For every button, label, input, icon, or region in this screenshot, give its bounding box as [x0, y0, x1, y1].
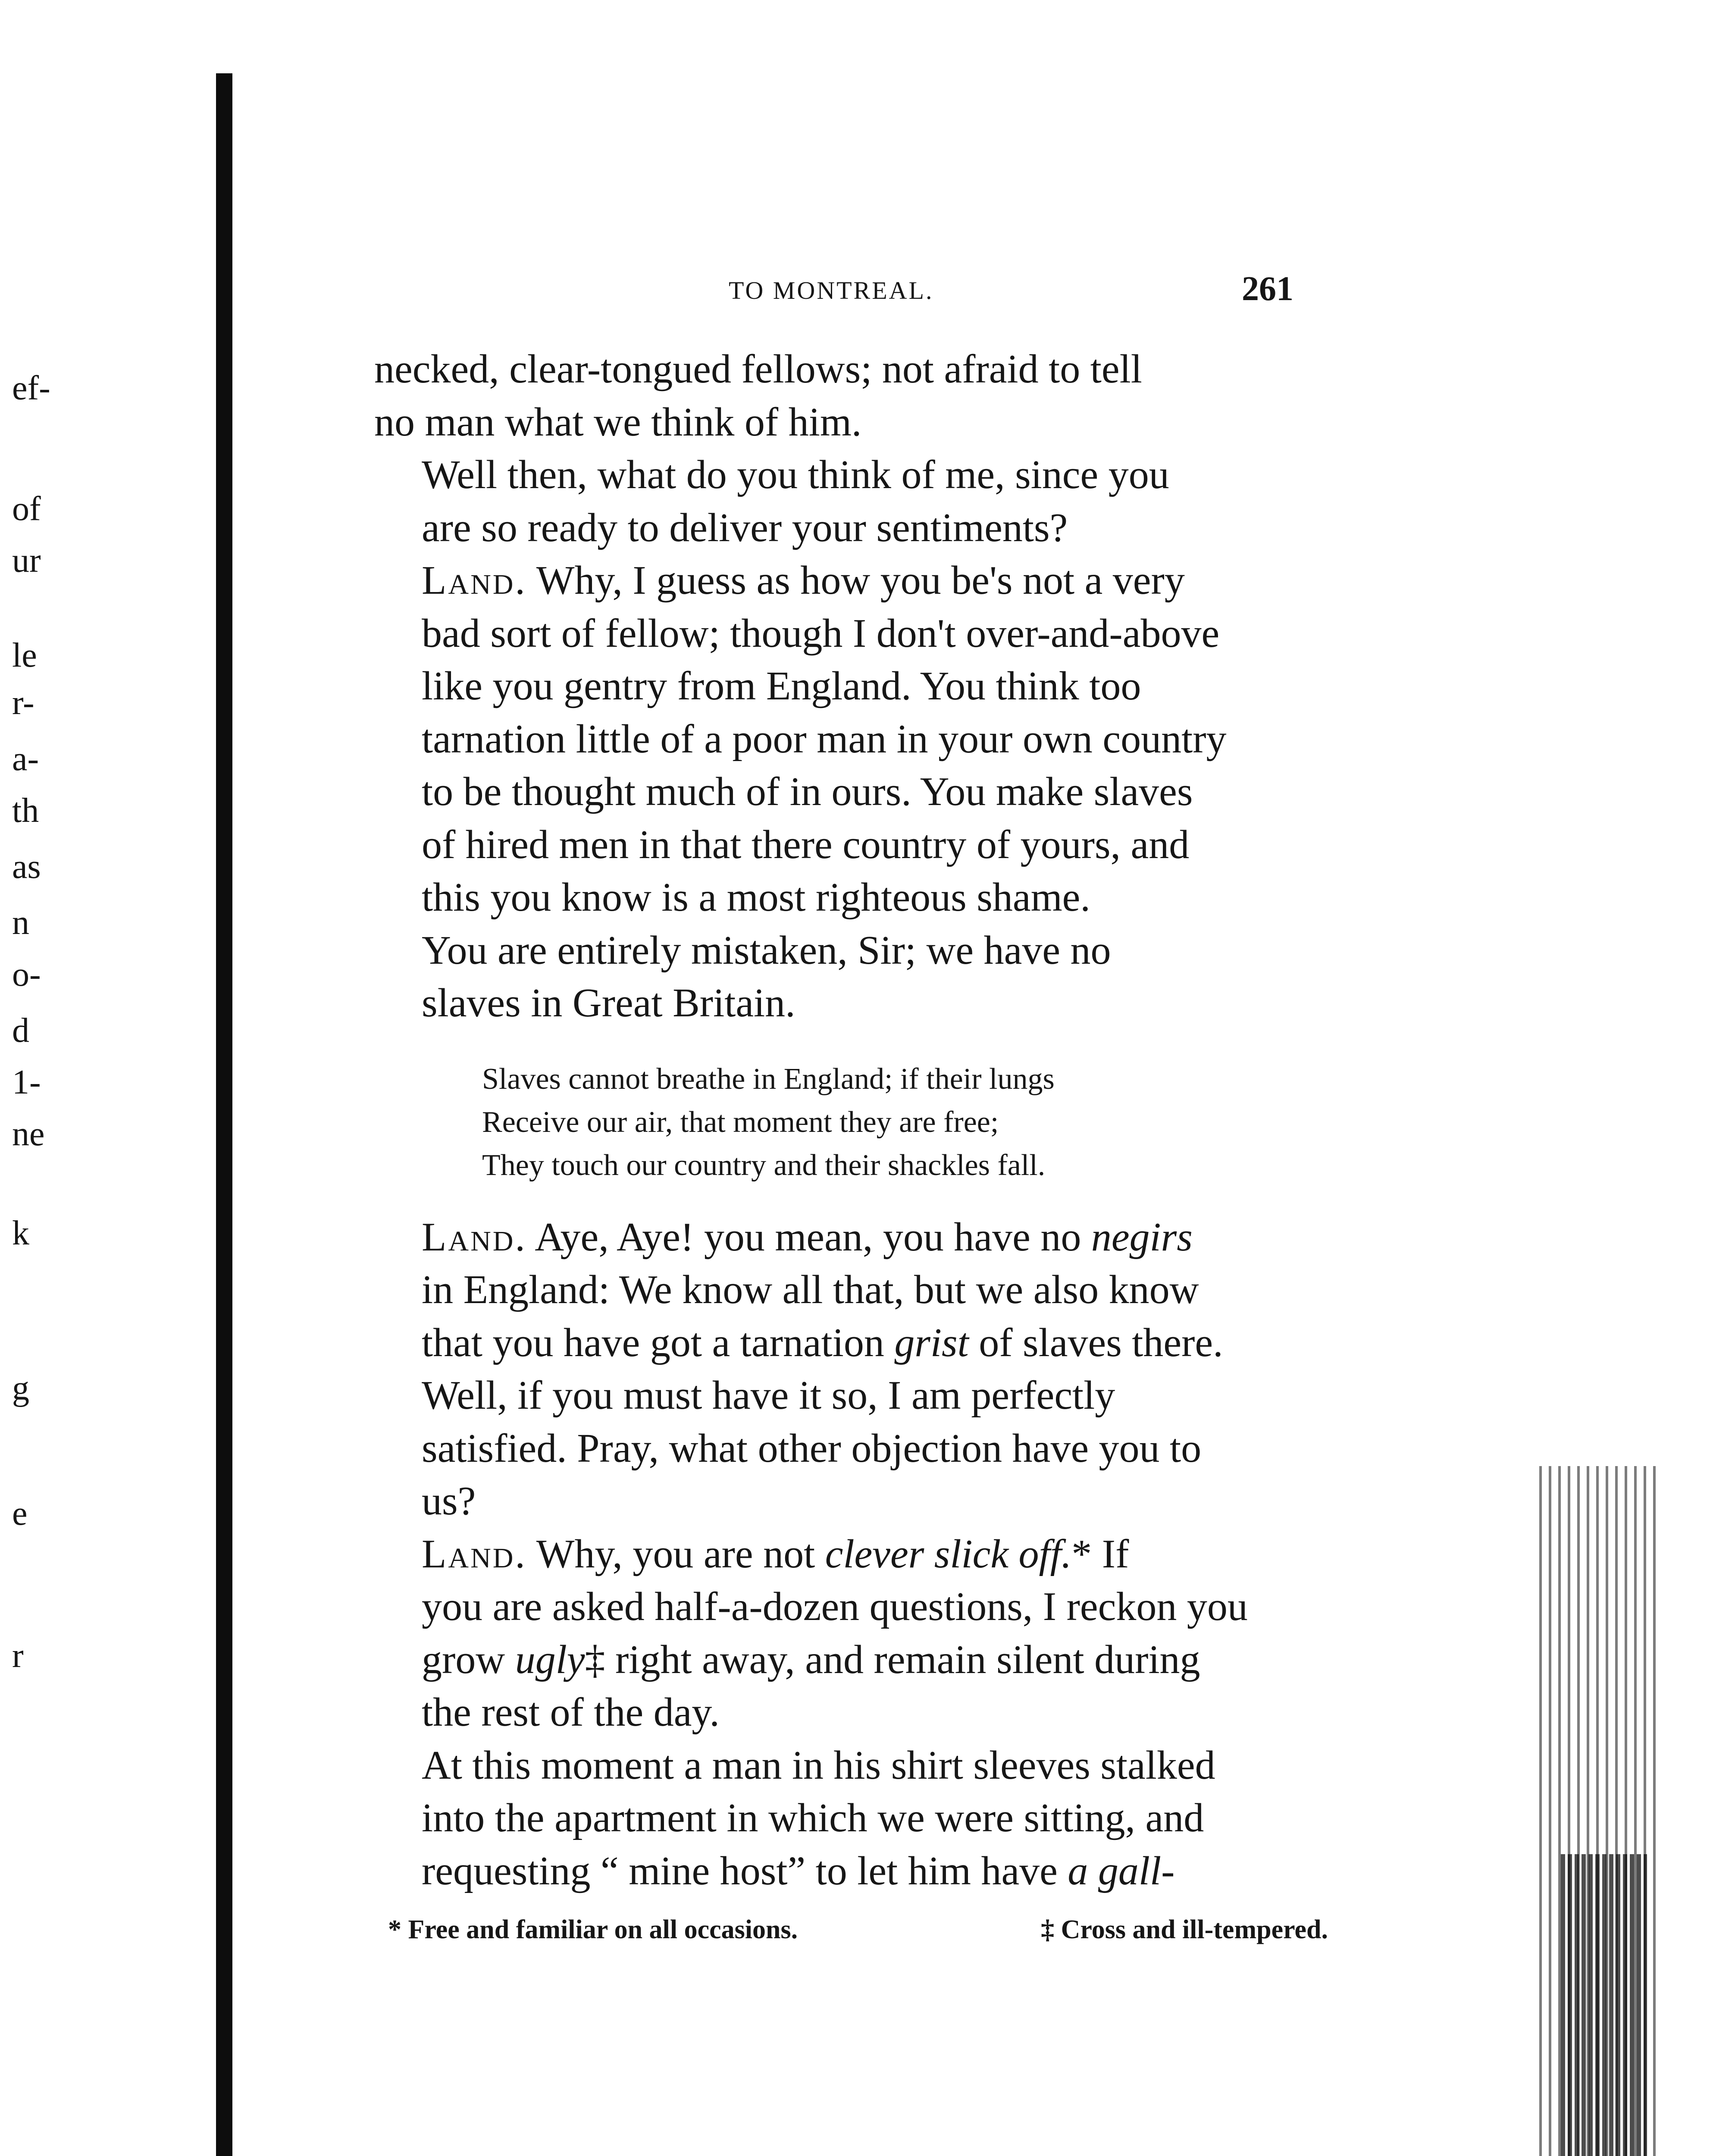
text-line: tarnation little of a poor man in your own country [422, 716, 1227, 761]
italic-text: ugly [515, 1637, 585, 1682]
running-title: TO MONTREAL. [729, 276, 934, 304]
quote-line: They touch our country and their shackles fall. [482, 1148, 1046, 1182]
paragraph [374, 343, 1323, 448]
paragraph [374, 1528, 1323, 1739]
italic-text: clever slick off. [825, 1531, 1072, 1576]
text-fragment: requesting “ mine host” to let him have [422, 1848, 1068, 1893]
margin-fragment: 1- [12, 1063, 41, 1101]
right-edge-scan-noise [1561, 1854, 1647, 2156]
margin-fragment: r [12, 1637, 24, 1675]
footnote-star: * Free and familiar on all occasions. [388, 1915, 798, 1944]
paragraph [374, 1211, 1323, 1369]
text-line: you are asked half-a-dozen questions, I reckon you [422, 1584, 1248, 1629]
paragraph [374, 1369, 1323, 1528]
book-spine-shadow [216, 73, 232, 2156]
text-line: are so ready to deliver your sentiments? [422, 505, 1068, 550]
margin-fragment: g [12, 1369, 29, 1407]
text-fragment: of slaves there. [968, 1320, 1223, 1365]
text-fragment: Why, you are not [536, 1531, 825, 1576]
margin-fragment: k [12, 1214, 29, 1252]
text-line: You are entirely mistaken, Sir; we have no [422, 928, 1111, 973]
page-number: 261 [1242, 270, 1293, 308]
margin-fragment: ne [12, 1115, 45, 1153]
text-fragment: * If [1071, 1531, 1129, 1576]
paragraph [374, 924, 1323, 1030]
speaker-label: Land. [422, 1531, 527, 1576]
text-line: to be thought much of in ours. You make slaves [422, 769, 1193, 814]
margin-fragment: le [12, 636, 37, 674]
page-body [374, 343, 1323, 1897]
quote-line: Slaves cannot breathe in England; if their lungs [482, 1062, 1055, 1096]
margin-fragment: as [12, 848, 41, 886]
text-line: this you know is a most righteous shame. [422, 875, 1090, 920]
text-line: satisfied. Pray, what other objection have you to [422, 1426, 1202, 1471]
text-fragment: grow [422, 1637, 515, 1682]
text-line: the rest of the day. [422, 1690, 720, 1735]
footnotes [388, 1915, 1328, 1945]
text-fragment: that you have got a tarnation [422, 1320, 895, 1365]
paragraph [374, 448, 1323, 554]
text-line: no man what we think of him. [374, 399, 862, 445]
text-fragment: Aye, Aye! you mean, you have no [535, 1214, 1091, 1260]
text-line: slaves in Great Britain. [422, 981, 795, 1025]
speaker-label: Land. [422, 1214, 527, 1260]
margin-fragment: th [12, 792, 39, 830]
text-line: At this moment a man in his shirt sleeves stalked [422, 1742, 1215, 1788]
text-line: Well then, what do you think of me, since you [422, 452, 1169, 497]
margin-fragment: o- [12, 956, 41, 993]
paragraph [374, 1739, 1323, 1898]
italic-text: a gall- [1068, 1848, 1175, 1893]
italic-text: grist [894, 1320, 969, 1365]
quote-line: Receive our air, that moment they are free; [482, 1105, 999, 1139]
text-line [374, 1845, 1323, 1898]
text-line: us? [422, 1479, 476, 1523]
text-line: like you gentry from England. You think too [422, 664, 1141, 708]
margin-fragment: e [12, 1495, 28, 1532]
text-line: in England: We know all that, but we also know [422, 1267, 1199, 1312]
speaker-label: Land. [422, 558, 527, 603]
text-line: bad sort of fellow; though I don't over-and-above [422, 611, 1220, 656]
footnote-double-dagger: ‡ Cross and ill-tempered. [1041, 1915, 1328, 1944]
paragraph [374, 554, 1323, 924]
margin-fragment: r- [12, 684, 34, 722]
verse-quotation [482, 1058, 1323, 1187]
italic-text: negirs [1091, 1214, 1193, 1260]
margin-fragment: n [12, 904, 29, 942]
text-line: Well, if you must have it so, I am perfectly [422, 1373, 1115, 1418]
margin-fragment: of [12, 490, 41, 528]
margin-fragment: ef- [12, 369, 50, 407]
text-line: necked, clear-tongued fellows; not afraid to tell [374, 347, 1142, 392]
text-line: of hired men in that there country of yours, and [422, 822, 1190, 867]
margin-fragment: a- [12, 740, 39, 778]
text-line [374, 1633, 1323, 1686]
margin-fragment: ur [12, 542, 41, 580]
text-line: Why, I guess as how you be's not a very [536, 558, 1185, 603]
text-line: into the apartment in which we were sitting, and [422, 1796, 1204, 1840]
text-line [374, 1316, 1323, 1369]
margin-fragment: d [12, 1012, 29, 1050]
text-fragment: ‡ right away, and remain silent during [585, 1637, 1200, 1682]
